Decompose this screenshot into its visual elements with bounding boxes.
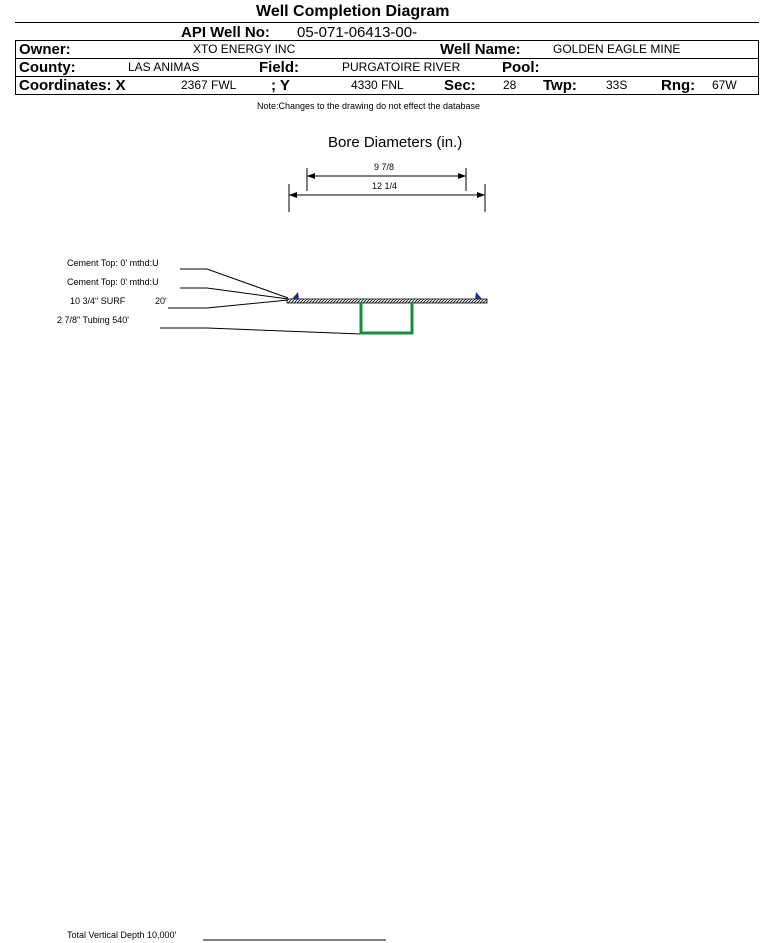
bore-dimension-9-7-8 [307, 168, 466, 191]
well-name-label: Well Name: [440, 41, 521, 58]
coord-x-label: Coordinates: X [19, 77, 126, 94]
api-label: API Well No: [181, 24, 270, 41]
casing-shoe-right [475, 292, 482, 299]
pool-label: Pool: [502, 59, 540, 76]
field-value: PURGATOIRE RIVER [342, 60, 461, 74]
rng-label: Rng: [661, 77, 696, 94]
database-note: Note:Changes to the drawing do not effect the database [257, 101, 480, 111]
well-name-value: GOLDEN EAGLE MINE [553, 42, 681, 56]
bore-diameter-label: 9 7/8 [374, 162, 395, 172]
county-value: LAS ANIMAS [128, 60, 200, 74]
owner-label: Owner: [19, 41, 71, 58]
bore-diameters-title: Bore Diameters (in.) [328, 134, 463, 151]
surface-casing-depth: 20' [155, 296, 167, 306]
api-value: 05-071-06413-00- [297, 24, 418, 41]
cement-top-label: Cement Top: 0' mthd:U [67, 258, 159, 268]
twp-value: 33S [606, 78, 628, 92]
cement-top-label: Cement Top: 0' mthd:U [67, 277, 159, 287]
diagram-title: Well Completion Diagram [256, 3, 450, 20]
coord-y-value: 4330 FNL [351, 78, 404, 92]
bore-dimension-12-1-4 [289, 184, 485, 212]
twp-label: Twp: [543, 77, 577, 94]
rng-value: 67W [712, 78, 737, 92]
sec-label: Sec: [444, 77, 476, 94]
coord-x-value: 2367 FWL [181, 78, 237, 92]
owner-value: XTO ENERGY INC [193, 42, 296, 56]
surface-casing-label: 10 3/4" SURF [70, 296, 126, 306]
sec-value: 28 [503, 78, 517, 92]
county-label: County: [19, 59, 76, 76]
tubing-string [361, 302, 412, 333]
coord-y-label: ; Y [271, 77, 290, 94]
field-label: Field: [259, 59, 299, 76]
surface-casing [287, 299, 487, 303]
bore-diameter-label: 12 1/4 [372, 181, 398, 191]
total-vertical-depth-label: Total Vertical Depth 10,000' [67, 930, 177, 940]
tubing-label: 2 7/8" Tubing 540' [57, 315, 129, 325]
casing-shoe-left [292, 292, 299, 299]
